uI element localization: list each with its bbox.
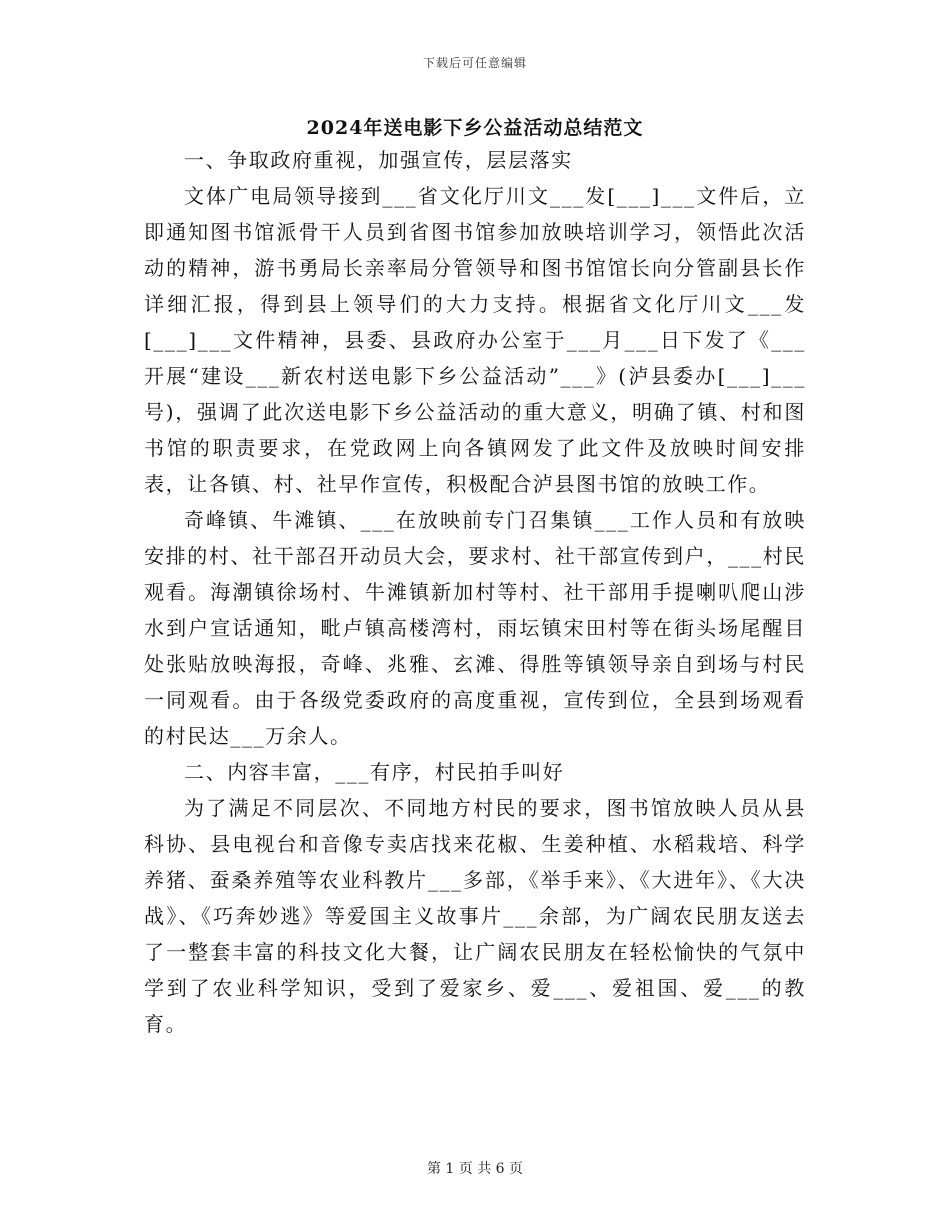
paragraph-1: 文体广电局领导接到___省文化厅川文___发[___]___文件后，立即通知图书馆派骨干人员到省图书馆参加放映培训学习，领悟此次活动的精神，游书勇局长亲率局分管领导和图书馆馆长向分管副县长作详细汇报，得到县上领导们的大力支持。根据省文化厅川文___发[___]___文件精神，县委、县政府办公室于___月___日下发了《___开展“建设___新农村送电影下乡公益活动”___》(泸县委办[___]___号)，强调了此次送电影下乡公益活动的重大意义，明确了镇、村和图书馆的职责要求，在党政网上向各镇网发了此文件及放映时间安排表，让各镇、村、社早作宣传，积极配合泸县图书馆的放映工作。: [144, 184, 806, 496]
document-title: 2024年送电影下乡公益活动总结范文: [306, 117, 644, 139]
page-number-footer: 第 1 页 共 6 页: [426, 1161, 524, 1177]
header-note: 下载后可任意编辑: [422, 56, 527, 70]
document-body: [144, 142, 806, 1042]
section-heading-2: 二、内容丰富，___有序，村民拍手叫好: [184, 760, 565, 784]
section-heading-1: 一、争取政府重视，加强宣传，层层落实: [184, 148, 573, 172]
paragraph-3: 为了满足不同层次、不同地方村民的要求，图书馆放映人员从县科协、县电视台和音像专卖店找来花椒、生姜种植、水稻栽培、科学养猪、蚕桑养殖等农业科教片___多部，《举手来》、《大进年》、《大决战》、《巧奔妙逃》等爱国主义故事片___余部，为广阔农民朋友送去了一整套丰富的科技文化大餐，让广阔农民朋友在轻松愉快的气氛中学到了农业科学知识，受到了爱家乡、爱___、爱祖国、爱___的教育。: [144, 796, 806, 1036]
paragraph-2: 奇峰镇、牛滩镇、___在放映前专门召集镇___工作人员和有放映安排的村、社干部召开动员大会，要求村、社干部宣传到户，___村民观看。海潮镇徐场村、牛滩镇新加村等村、社干部用手提喇叭爬山涉水到户宣话通知，毗卢镇高楼湾村，雨坛镇宋田村等在街头场尾醒目处张贴放映海报，奇峰、兆雅、玄滩、得胜等镇领导亲自到场与村民一同观看。由于各级党委政府的高度重视，宣传到位，全县到场观看的村民达___万余人。: [144, 508, 806, 748]
